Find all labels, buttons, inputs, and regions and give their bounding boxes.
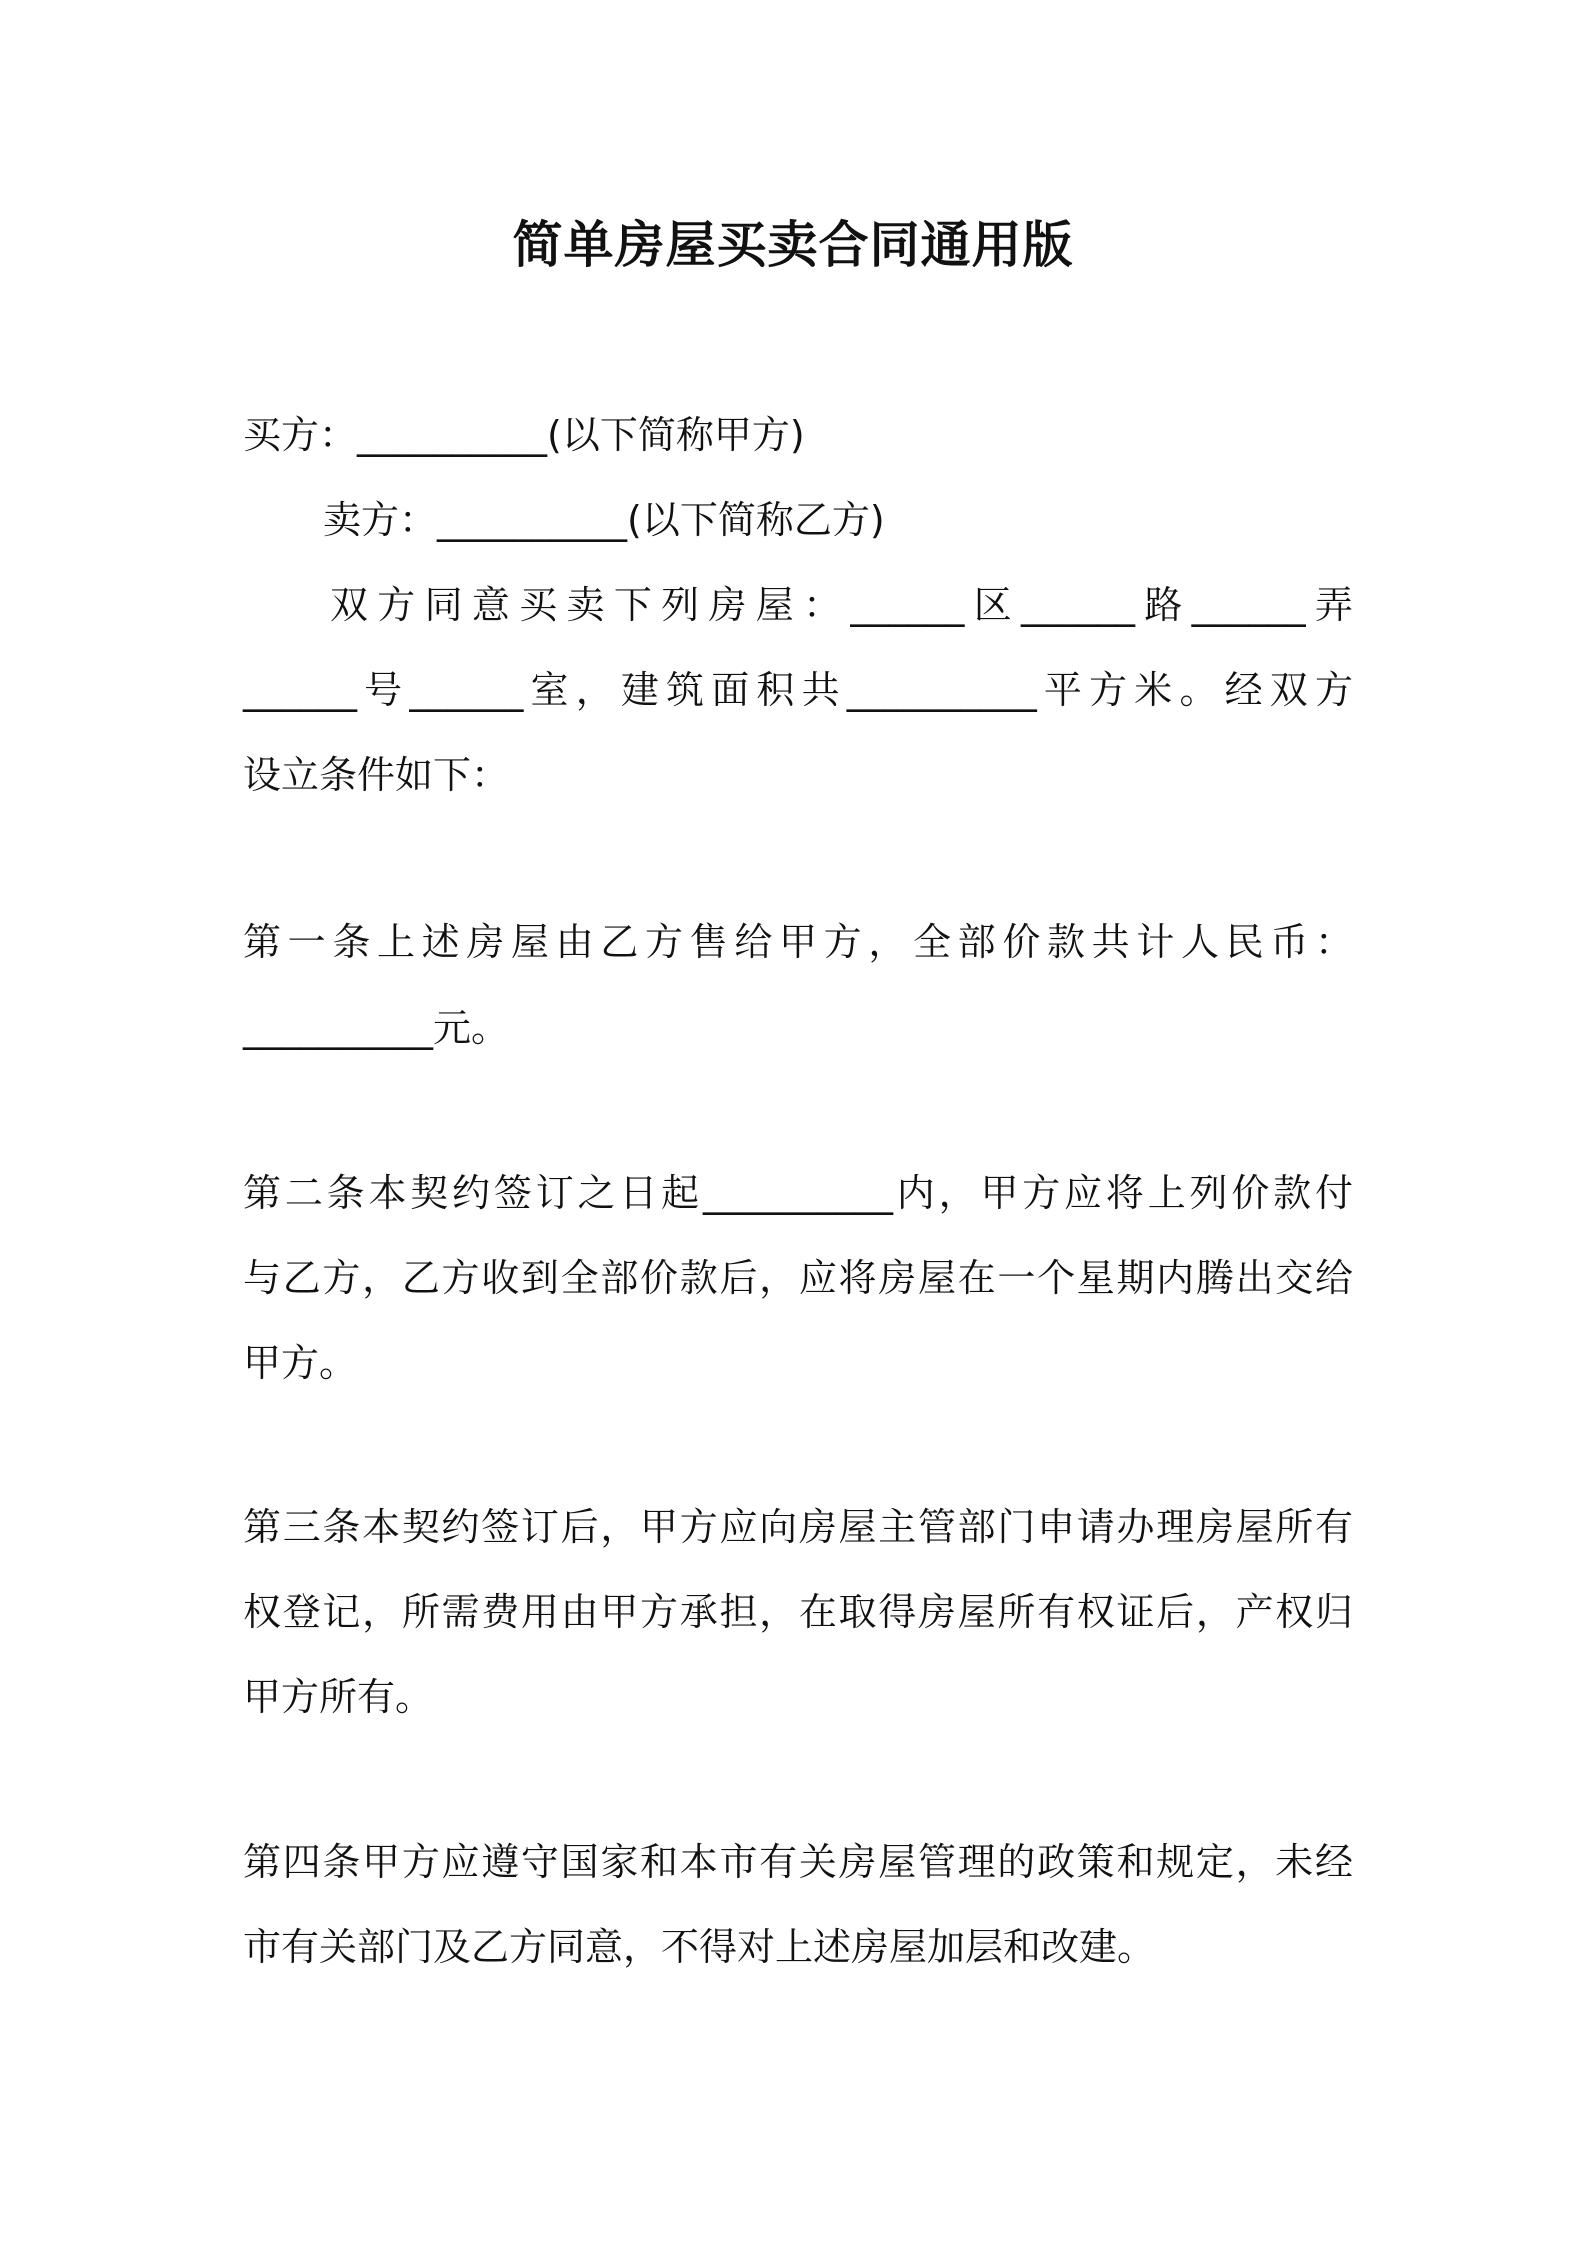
article-3-line-1: 第三条本契约签订后，甲方应向房屋主管部门申请办理房屋所有: [243, 1505, 1353, 1549]
intro-line-3: 设立条件如下：: [243, 753, 510, 797]
document-title: 简单房屋买卖合同通用版: [512, 216, 1074, 274]
article-3-line-2: 权登记，所需费用由甲方承担，在取得房屋所有权证后，产权归: [243, 1590, 1353, 1634]
article-2-line-1: 第二条本契约签订之日起__________内，甲方应将上列价款付: [243, 1171, 1353, 1215]
article-4-line-2: 市有关部门及乙方同意，不得对上述房屋加层和改建。: [243, 1925, 1156, 1969]
article-3-line-3: 甲方所有。: [243, 1675, 434, 1719]
intro-line-1: 双方同意买卖下列房屋：______区______路______弄: [330, 583, 1353, 627]
article-4-line-1: 第四条甲方应遵守国家和本市有关房屋管理的政策和规定，未经: [243, 1840, 1353, 1884]
article-2-line-3: 甲方。: [243, 1341, 358, 1385]
article-1-line-2: __________元。: [243, 1006, 510, 1050]
article-1-line-1: 第一条上述房屋由乙方售给甲方，全部价款共计人民币：: [243, 920, 1353, 964]
buyer-line: 买方：__________(以下简称甲方): [243, 413, 805, 457]
intro-line-2: ______号______室，建筑面积共__________平方米。经双方: [243, 668, 1353, 712]
article-2-line-2: 与乙方，乙方收到全部价款后，应将房屋在一个星期内腾出交给: [243, 1256, 1353, 1300]
seller-line: 卖方：__________(以下简称乙方): [323, 498, 885, 542]
